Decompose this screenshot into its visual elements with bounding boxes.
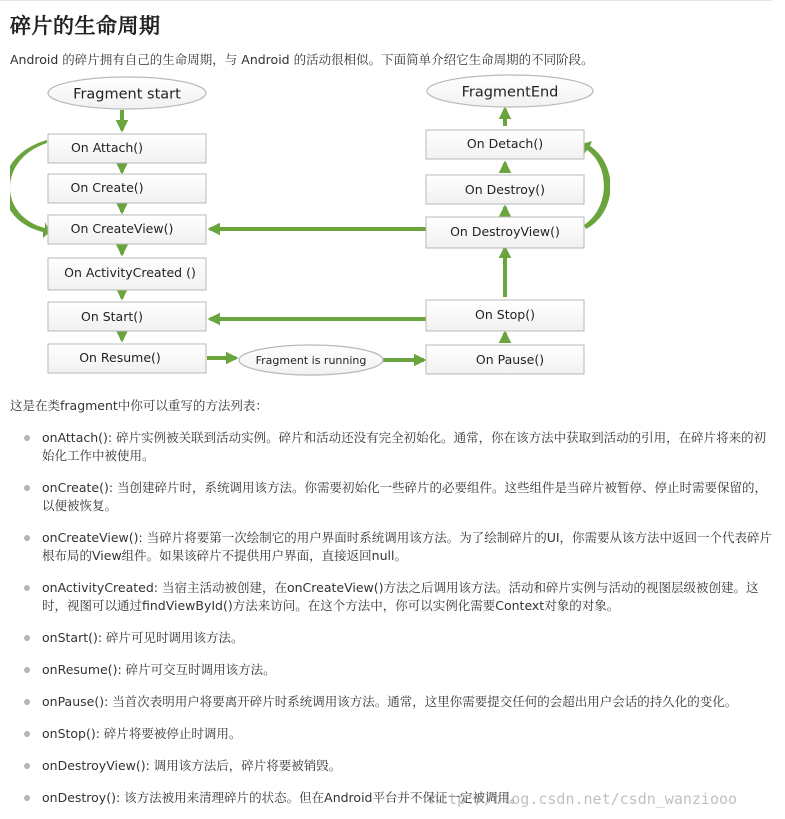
method-description: onAttach(): 碎片实例被关联到活动实例。碎片和活动还没有完全初始化。通常，你在该方法中获取到活动的引用，在碎片将来的初始化工作中被使用。 <box>42 430 767 463</box>
lifecycle-box-on-start: On Start() <box>80 309 144 324</box>
lifecycle-box-on-stop: On Stop() <box>475 307 535 322</box>
lifecycle-box-on-attach: On Attach() <box>70 140 144 155</box>
bullet-icon <box>24 763 30 769</box>
method-description: onCreateView(): 当碎片将要第一次绘制它的用户界面时系统调用该方法。为了绘制碎片的UI，你需要从该方法中返回一个代表碎片根布局的View组件。如果该碎片不提供用户界面，直接返回null。 <box>42 530 773 563</box>
fragment-start-label: Fragment start <box>73 86 181 103</box>
fragment-running-node <box>239 345 383 375</box>
fragment-start-node <box>48 77 206 109</box>
method-description: onDestroy(): 该方法被用来清理碎片的状态。但在Android平台并不保证一定被调用。 <box>42 790 523 805</box>
bullet-icon <box>24 485 30 491</box>
left-lifecycle-boxes <box>48 134 206 373</box>
list-item <box>24 725 776 743</box>
bullet-icon <box>24 731 30 737</box>
method-description: onStart(): 碎片可见时调用该方法。 <box>42 630 244 645</box>
lifecycle-diagram <box>10 74 610 384</box>
method-description: onResume(): 碎片可交互时调用该方法。 <box>42 662 276 677</box>
lifecycle-box-on-detach: On Detach() <box>466 136 544 151</box>
lifecycle-box-on-pause: On Pause() <box>475 352 545 367</box>
list-item <box>24 661 776 679</box>
bullet-icon <box>24 585 30 591</box>
list-item <box>24 579 776 615</box>
lifecycle-box-on-destroyview: On DestroyView() <box>450 224 560 239</box>
page-title: 碎片的生命周期 <box>10 14 161 38</box>
intro-paragraph: Android 的碎片拥有自己的生命周期，与 Android 的活动很相似。下面简单介绍它生命周期的不同阶段。 <box>10 52 594 67</box>
method-description: onPause(): 当首次表明用户将要离开碎片时系统调用该方法。通常，这里你需要提交任何的会超出用户会话的持久化的变化。 <box>42 694 738 709</box>
fragment-end-label: FragmentEnd <box>461 84 559 101</box>
horizontal-arrows <box>207 229 426 360</box>
method-description: onActivityCreated: 当宿主活动被创建，在onCreateView()方法之后调用该方法。活动和碎片实例与活动的视图层级被创建。这时，视图可以通过findViewById()方法来访问。在这个方法中，你可以实例化需要Context对象的对象。 <box>42 580 759 613</box>
method-description: onStop(): 碎片将要被停止时调用。 <box>42 726 242 741</box>
bullet-icon <box>24 699 30 705</box>
top-divider <box>0 0 772 1</box>
list-item <box>24 429 776 465</box>
bullet-icon <box>24 435 30 441</box>
lifecycle-box-on-resume: On Resume() <box>79 350 161 365</box>
bullet-icon <box>24 535 30 541</box>
watermark: http://blog.csdn.net/csdn_wanziooo <box>430 790 738 808</box>
list-item <box>24 693 776 711</box>
bullet-icon <box>24 635 30 641</box>
fragment-running-label: Fragment is running <box>255 354 367 367</box>
lifecycle-box-on-createview: On CreateView() <box>70 221 174 236</box>
method-description: onDestroyView(): 调用该方法后，碎片将要被销毁。 <box>42 758 342 773</box>
lifecycle-box-on-activitycreated: On ActivityCreated () <box>64 265 196 280</box>
list-item <box>24 529 776 565</box>
method-description: onCreate(): 当创建碎片时，系统调用该方法。你需要初始化一些碎片的必要组件。这些组件是当碎片被暂停、停止时需要保留的，以便被恢复。 <box>42 480 768 513</box>
lifecycle-box-on-create: On Create() <box>70 180 144 195</box>
right-loop-arrow <box>582 141 610 229</box>
method-list <box>24 429 776 819</box>
list-item <box>24 757 776 775</box>
fragment-end-node <box>427 75 593 107</box>
bullet-icon <box>24 795 30 801</box>
bullet-icon <box>24 667 30 673</box>
list-item <box>24 479 776 515</box>
list-item <box>24 629 776 647</box>
method-list-intro: 这是在类fragment中你可以重写的方法列表： <box>10 398 268 413</box>
lifecycle-box-on-destroy: On Destroy() <box>464 182 546 197</box>
left-loop-arrow <box>10 140 50 238</box>
